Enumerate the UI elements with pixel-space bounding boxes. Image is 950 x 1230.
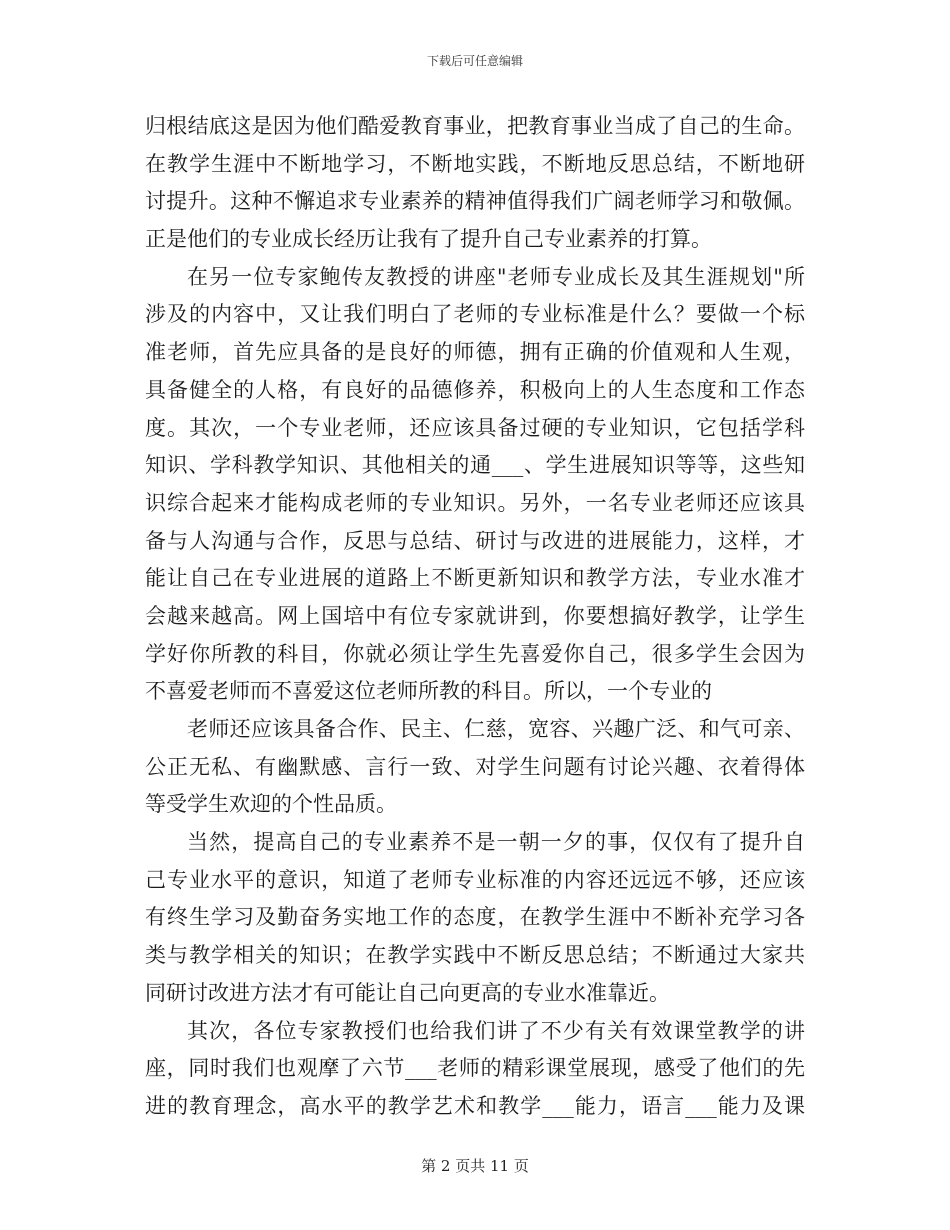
text-line: 公正无私、有幽默感、言行一致、对学生问题有讨论兴趣、衣着得体 (145, 754, 805, 779)
page-footer: 第 2 页共 11 页 (421, 1157, 529, 1175)
text-line: 其次，各位专家教授们也给我们讲了不少有关有效课堂教学的讲 (187, 1018, 805, 1043)
text-line: 具备健全的人格，有良好的品德修养，积极向上的人生态度和工作态 (145, 377, 805, 402)
text-line: 在另一位专家鲍传友教授的讲座"老师专业成长及其生涯规划"所 (187, 264, 805, 289)
text-line: 准老师，首先应具备的是良好的师德，拥有正确的价值观和人生观， (145, 340, 805, 365)
document-body (145, 108, 805, 1126)
text-line: 会越来越高。网上国培中有位专家就讲到，你要想搞好教学，让学生 (145, 603, 805, 628)
text-line: 老师还应该具备合作、民主、仁慈，宽容、兴趣广泛、和气可亲、 (187, 717, 805, 741)
text-line: 学好你所教的科目，你就必须让学生先喜爱你自己，很多学生会因为 (145, 641, 805, 666)
text-line: 同研讨改进方法才有可能让自己向更高的专业水准靠近。 (145, 980, 670, 1005)
text-line: 归根结底这是因为他们酷爱教育事业，把教育事业当成了自己的生命。 (145, 114, 805, 138)
text-line: 涉及的内容中，又让我们明白了老师的专业标准是什么？要做一个标 (145, 302, 805, 327)
text-line: 不喜爱老师而不喜爱这位老师所教的科目。所以，一个专业的 (145, 679, 712, 704)
text-line: 类与教学相关的知识；在教学实践中不断反思总结；不断通过大家共 (145, 943, 805, 968)
text-line: 度。其次，一个专业老师，还应该具备过硬的专业知识，它包括学科 (145, 415, 805, 440)
text-line: 正是他们的专业成长经历让我有了提升自己专业素养的打算。 (145, 227, 712, 252)
text-line: 讨提升。这种不懈追求专业素养的精神值得我们广阔老师学习和敬佩。 (145, 189, 805, 214)
text-line: 座，同时我们也观摩了六节___老师的精彩课堂展现，感受了他们的先 (145, 1056, 805, 1081)
text-line: 己专业水平的意识，知道了老师专业标准的内容还远远不够，还应该 (145, 867, 805, 892)
text-line: 有终生学习及勤奋务实地工作的态度，在教学生涯中不断补充学习各 (145, 905, 805, 930)
text-line: 当然，提高自己的专业素养不是一朝一夕的事，仅仅有了提升自 (187, 830, 805, 855)
text-line: 识综合起来才能构成老师的专业知识。另外，一名专业老师还应该具 (145, 490, 805, 515)
page-header: 下载后可任意编辑 (426, 54, 523, 68)
text-line: 知识、学科教学知识、其他相关的通___、学生进展知识等等，这些知 (145, 453, 805, 478)
text-line: 能让自己在专业进展的道路上不断更新知识和教学方法，专业水准才 (145, 566, 805, 591)
text-line: 备与人沟通与合作，反思与总结、研讨与改进的进展能力，这样，才 (145, 528, 805, 553)
text-line: 等受学生欢迎的个性品质。 (145, 792, 397, 817)
text-line: 在教学生涯中不断地学习，不断地实践，不断地反思总结，不断地研 (145, 151, 805, 176)
text-line: 进的教育理念，高水平的教学艺术和教学___能力，语言___能力及课 (145, 1093, 805, 1118)
